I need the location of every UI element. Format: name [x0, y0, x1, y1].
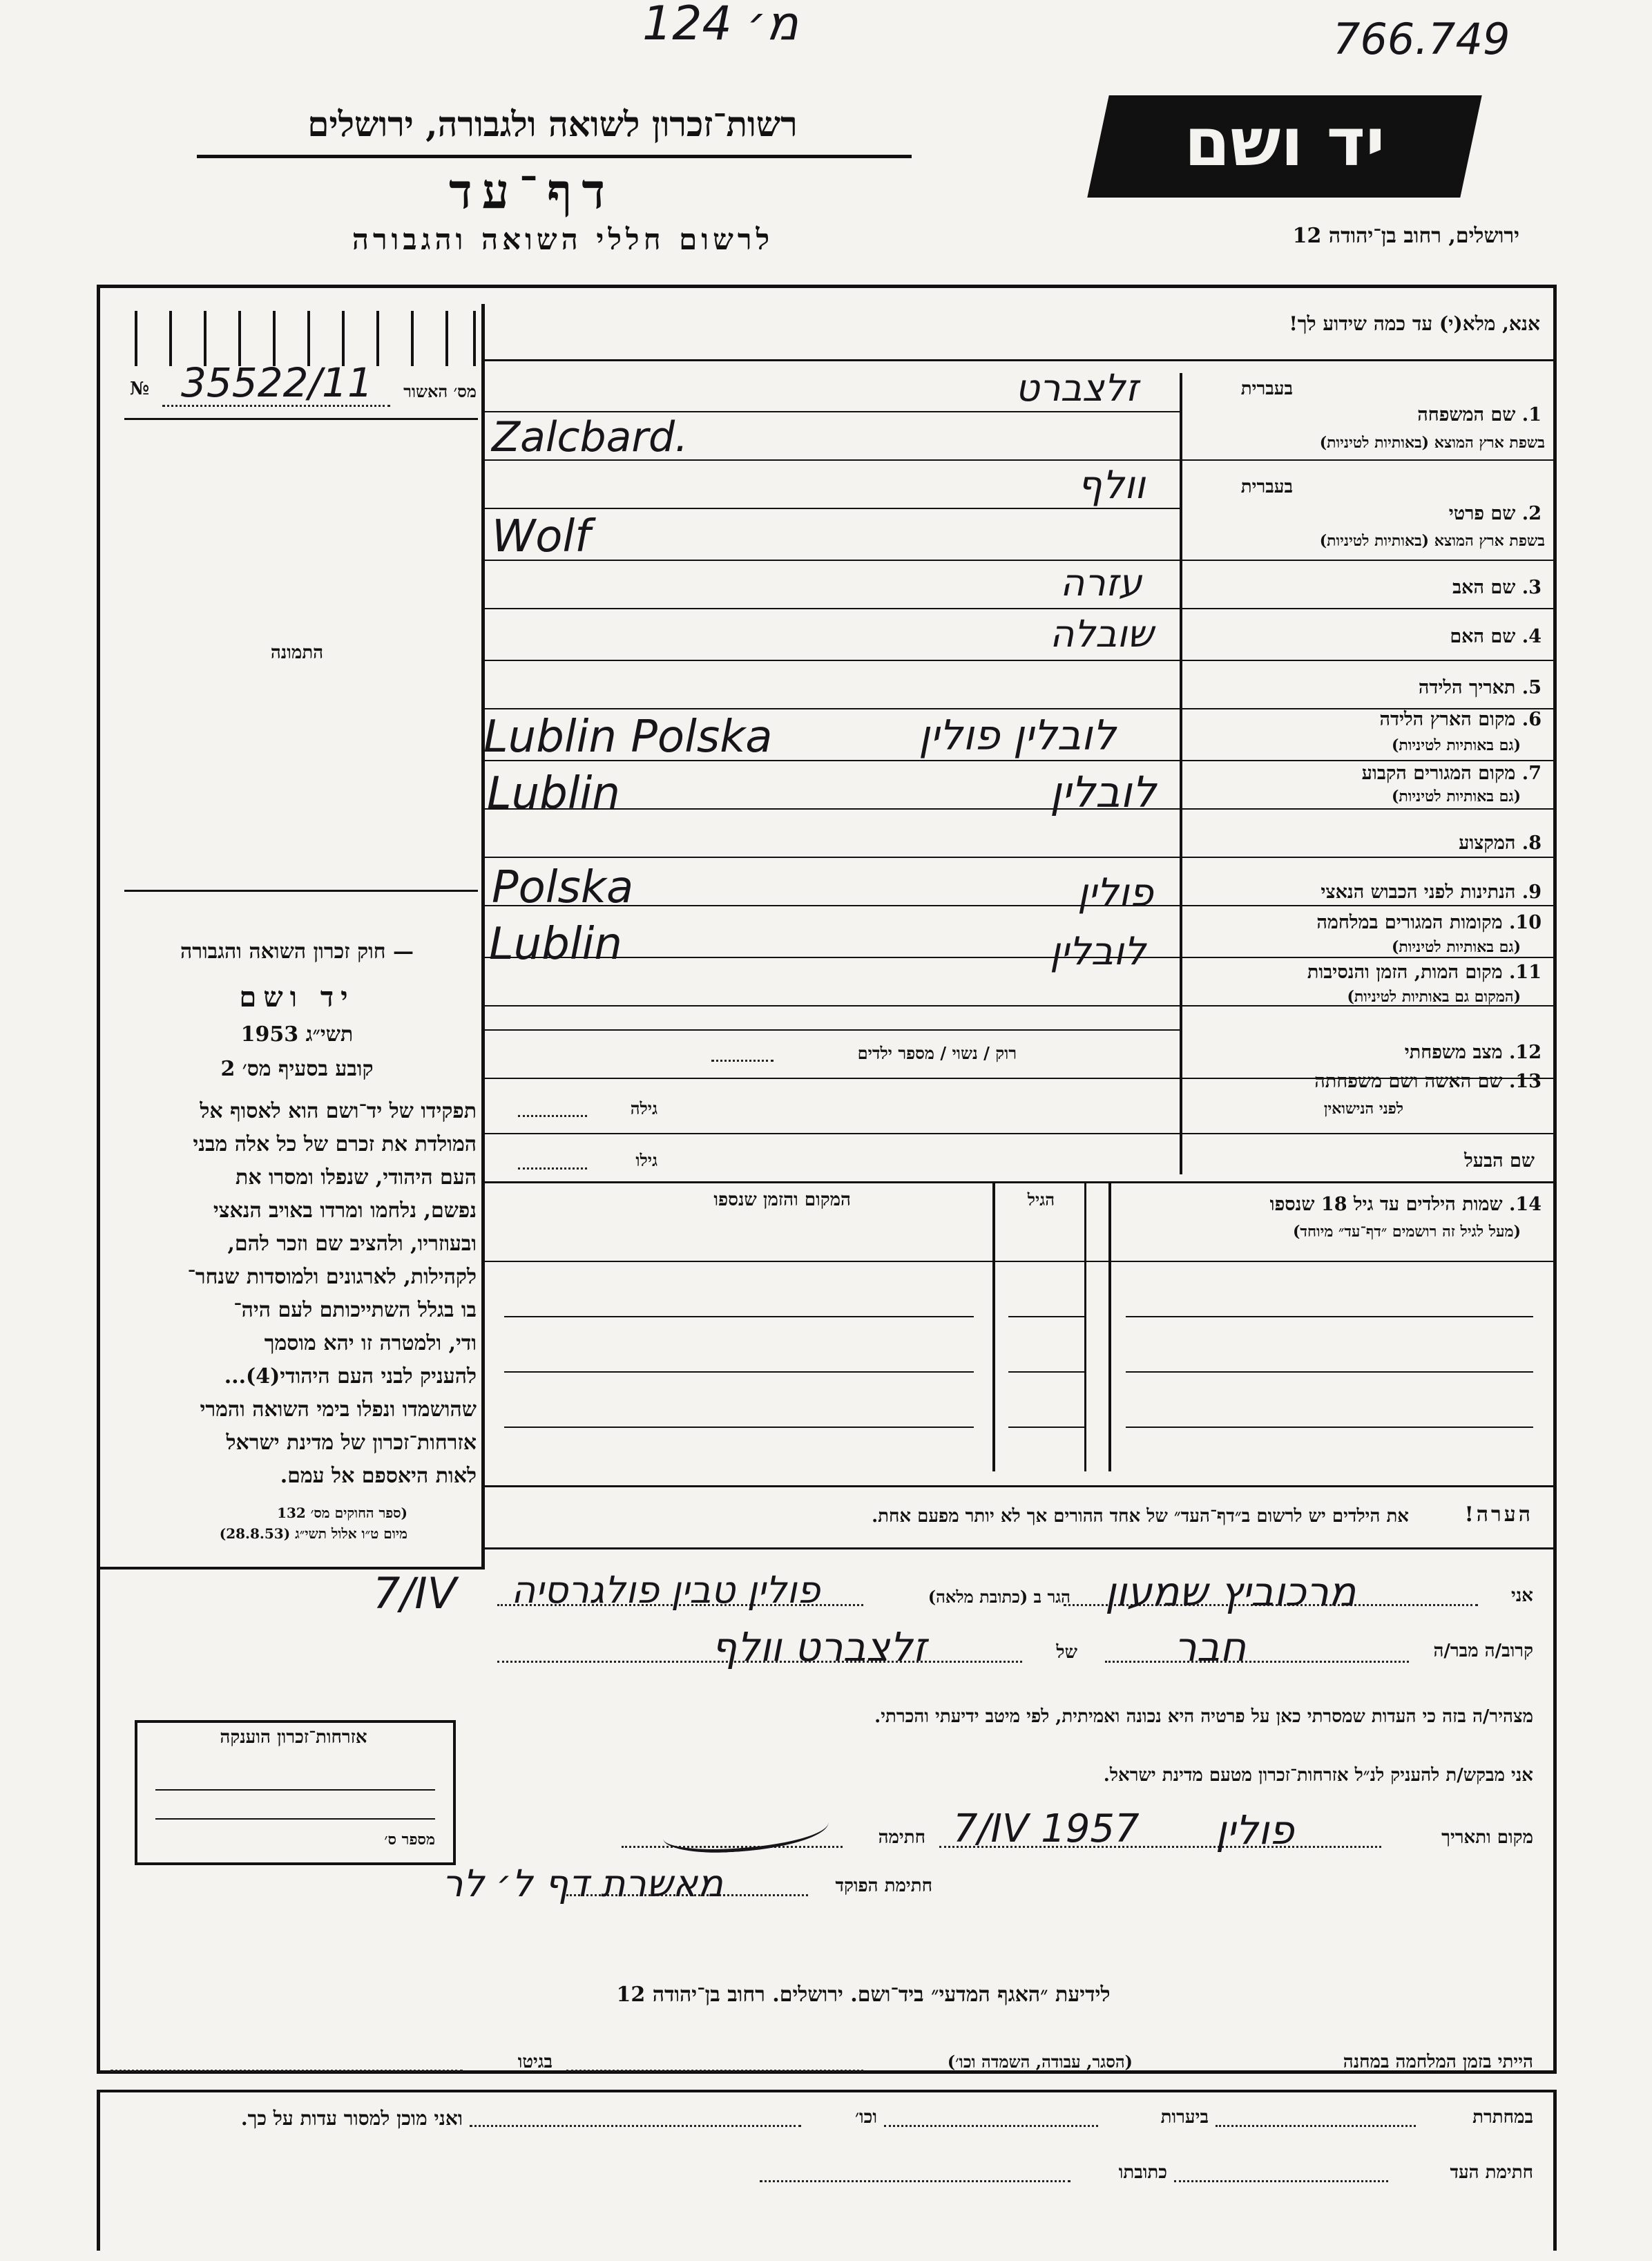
photo-label: התמונה	[270, 642, 324, 663]
col-age-header: הגיל	[1027, 1190, 1055, 1210]
hw-margin-note: 7/IV	[373, 1568, 457, 1619]
col-place-header: המקום והזמן שנספו	[713, 1190, 851, 1210]
bottom-l2-c: וכו׳	[854, 2107, 877, 2128]
place-date-label: מקום ותאריך	[1441, 1827, 1533, 1848]
law-line: ובעוזריו, ולהציב שם וזכר להם,	[227, 1232, 477, 1256]
children-col-divider-3	[1084, 1181, 1086, 1471]
bottom-l2-d: ואני מוכן למסור עדות על כך.	[240, 2107, 463, 2130]
f13-label: 13. שם האשה ושם משפחתה	[1314, 1071, 1541, 1092]
law-footnote-2: מיום ט״ו אלול תשי״ג (28.8.53)	[219, 1525, 407, 1542]
bottom-l1-c: בגיטו	[517, 2052, 553, 2072]
f6-sublabel: (גם באותיות לטיניות)	[1391, 736, 1521, 754]
decl-relation-label: קרוב/ה מבר/ה	[1433, 1641, 1533, 1661]
husband-age-dots	[518, 1167, 587, 1170]
law-paragraph	[98, 1095, 477, 1493]
decl-lead: אני	[1511, 1585, 1533, 1606]
row-line	[485, 1133, 1180, 1134]
bottom-l1-dots-2	[111, 2070, 463, 2072]
intro-divider	[485, 359, 1554, 361]
f2-label: 2. שם פרטי	[1448, 503, 1541, 524]
f1-hebrew-tag: בעברית	[1240, 379, 1293, 399]
f8-label: 8. המקצוע	[1459, 832, 1541, 854]
photo-divider	[124, 890, 478, 892]
label-line	[1182, 459, 1554, 461]
law-line: לקהילות, לארגונים ולמוסדות שנחר־	[187, 1265, 477, 1289]
labels-divider	[1180, 373, 1182, 1174]
hw-birthplace-hebrew: לובלין פולין	[919, 712, 1116, 760]
child-row-2	[1126, 1371, 1533, 1373]
law-line: להעניק לבני העם היהודי(4)...	[224, 1364, 477, 1389]
left-column-divider	[481, 304, 485, 1568]
label-line	[1182, 905, 1554, 906]
law-section: קובע בסעיף מס׳ 2	[220, 1057, 374, 1081]
marital-options: רוק / נשוי / מספר ילדים	[857, 1043, 1017, 1063]
hw-relation: חבר	[1174, 1623, 1247, 1670]
law-yad-vashem: יד ושם	[239, 981, 355, 1013]
law-footnote-1: (ספר החוקים מס׳ 132	[277, 1505, 407, 1521]
hw-residence-latin: Lublin	[487, 768, 620, 819]
f9-label: 9. הנתינות לפני הכבוש הנאצי	[1320, 881, 1541, 903]
decl-relation-dots	[1105, 1661, 1409, 1663]
f2-hebrew-tag: בעברית	[1240, 477, 1293, 497]
law-title: — חוק זכרון השואה והגבורה	[180, 939, 414, 964]
hw-birthplace-latin: Lublin Polska	[483, 712, 773, 763]
hw-witness-address: פולין טבין פולגרסיה	[511, 1568, 820, 1612]
f2-sublabel: בשפת ארץ המוצא (באותיות לטיניות)	[1319, 532, 1545, 550]
label-line	[1182, 957, 1554, 958]
hw-surname-hebrew: זלצברט	[1015, 366, 1139, 410]
decl-of-label: של	[1056, 1642, 1077, 1663]
stamp-title: אזרחות־זכרון הוענקה	[220, 1727, 367, 1748]
hw-place: פולין	[1216, 1806, 1294, 1853]
f13-sublabel: לפני הנישואין	[1323, 1100, 1403, 1118]
label-line	[1182, 608, 1554, 609]
f7-label: 7. מקום המגורים הקבוע	[1361, 763, 1541, 784]
decl-address-label: הגר ב (כתובת מלאה)	[928, 1587, 1070, 1607]
child-row-3	[1008, 1427, 1084, 1428]
bottom-l3-dots-2	[760, 2180, 1070, 2182]
row-line	[485, 1078, 1180, 1079]
hw-residence-hebrew: לובלין	[1050, 767, 1156, 817]
child-row-2	[504, 1371, 974, 1373]
wife-age-dots	[518, 1115, 587, 1117]
f11-label: 11. מקום המות, הזמן והנסיבות	[1307, 962, 1541, 983]
f5-label: 5. תאריך הלידה	[1418, 677, 1541, 698]
bottom-l2-dots-2	[884, 2125, 1098, 2127]
form-intro: אנא, מלא(י) עד כמה שידוע לך!	[1289, 312, 1540, 335]
hw-firstname-latin: Wolf	[492, 511, 590, 562]
f4-label: 4. שם האם	[1450, 626, 1541, 647]
label-line	[1182, 857, 1554, 858]
bottom-l1-b: (הסגר, עבודה, השמדה וכו׳)	[947, 2052, 1133, 2072]
law-line: אזרחות־זכרון של מדינת ישראל	[226, 1431, 477, 1455]
bottom-l2-b: ביערות	[1160, 2107, 1209, 2128]
wife-age-label: גילה	[630, 1098, 657, 1118]
row-line	[485, 857, 1180, 858]
note-label: הערה!	[1464, 1502, 1533, 1527]
f14-sublabel: (מעל לגיל זה רושמים ״דף־עד״ מיוחד)	[1292, 1223, 1521, 1241]
signature-label: חתימה	[878, 1827, 925, 1848]
label-line	[1182, 1133, 1554, 1134]
f1-sublabel: בשפת ארץ המוצא (באותיות לטיניות)	[1319, 434, 1545, 452]
row-line	[485, 508, 1180, 509]
hw-father-name: עזרה	[1060, 561, 1142, 604]
child-row-3	[1126, 1427, 1533, 1428]
stamp-line-2	[155, 1818, 435, 1820]
husband-age-label: גילו	[635, 1150, 657, 1170]
bottom-l1-a: הייתי בזמן המלחמה במחנה	[1343, 2052, 1533, 2072]
hw-surname-latin: Zalcbard.	[492, 413, 689, 461]
page-title: דף־עד	[448, 162, 615, 220]
bottom-l2-a: במחתרת	[1472, 2107, 1533, 2128]
children-top-line	[485, 1181, 1554, 1183]
f11-sublabel: (המקום גם באותיות לטיניות)	[1347, 988, 1521, 1006]
bottom-title: לידיעת ״האגף המדעי״ ביד־ושם. ירושלים. רחוב בן־יהודה 12	[616, 1983, 1111, 2007]
org-line: רשות־זכרון לשואה ולגבורה, ירושלים	[307, 104, 798, 144]
hw-witness-name: מרכוביץ שמעון	[1105, 1568, 1356, 1615]
child-row-3	[504, 1427, 974, 1428]
label-line	[1182, 760, 1554, 761]
f6-label: 6. מקום הארץ הלידה	[1379, 709, 1541, 730]
child-row-1	[1008, 1316, 1084, 1317]
stamp-number-label: מספר ס׳	[384, 1831, 435, 1849]
law-line: ודי, ולמטרה זו יהא מוסמך	[264, 1331, 477, 1355]
note-text: את הילדים יש לרשום ב״דף־העד״ של אחד ההורים אך לא יותר מפעם אחת.	[872, 1506, 1409, 1527]
label-line	[1182, 660, 1554, 661]
hw-nationality-hebrew: פולין	[1077, 870, 1153, 915]
law-year: תשי״ג 1953	[240, 1022, 354, 1047]
hw-reference-number: 766.749	[1333, 14, 1510, 64]
row-line	[485, 708, 1180, 709]
decl-statement: מצהיר/ה בזה כי העדות שמסרתי כאן על פרטיה היא נכונה ואמיתית, לפי מיטב ידיעתי והכרתי.	[874, 1706, 1533, 1727]
husband-label: שם הבעל	[1464, 1150, 1535, 1172]
f14-label: 14. שמות הילדים עד גיל 18 שנספו	[1269, 1194, 1541, 1215]
approval-divider	[124, 418, 478, 420]
note-bottom-line	[485, 1547, 1554, 1549]
bottom-l3-a: חתימת העד	[1450, 2162, 1533, 2183]
row-line	[485, 660, 1180, 661]
law-line: שהושמדו ונפלו בימי השואה והמרי	[200, 1397, 477, 1422]
children-bottom-line	[485, 1485, 1554, 1487]
hw-mother-name: שובלה	[1050, 612, 1154, 656]
child-row-1	[504, 1316, 974, 1317]
row-line	[485, 411, 1180, 412]
logo-text: יד ושם	[1184, 104, 1385, 181]
row-line	[485, 608, 1180, 609]
f3-label: 3. שם האב	[1452, 577, 1541, 598]
bottom-l3-dots-1	[1174, 2180, 1388, 2182]
bottom-l1-dots-1	[566, 2070, 863, 2072]
hw-official-signature: מאשרת דף ל׳ לר	[442, 1862, 723, 1905]
row-line	[485, 1029, 1180, 1031]
hw-wartime-residence-latin: Lublin	[489, 919, 622, 970]
hw-page-number: מ׳ 124	[642, 0, 798, 51]
approval-no-prefix: №	[130, 379, 150, 399]
hw-firstname-hebrew: וולף	[1077, 463, 1146, 508]
hw-date: 7/IV 1957	[953, 1806, 1140, 1851]
law-line: המולדת את זכרם של כל אלה מבני	[193, 1132, 477, 1156]
f12-label: 12. מצב משפחתי	[1404, 1042, 1541, 1063]
header-address: ירושלים, רחוב בן־יהודה 12	[1292, 224, 1519, 248]
page-subtitle: לרשום חללי השואה והגבורה	[352, 222, 774, 256]
children-col-divider-2	[992, 1181, 995, 1471]
law-line: נפשם, נלחמו ומרדו באויב הנאצי	[213, 1199, 477, 1223]
marital-dots	[711, 1060, 774, 1062]
f10-sublabel: (גם באותיות לטיניות)	[1391, 938, 1521, 956]
children-col-divider-1	[1108, 1181, 1111, 1471]
f7-sublabel: (גם באותיות לטיניות)	[1391, 788, 1521, 805]
label-line	[1182, 808, 1554, 810]
bottom-l2-dots-1	[1216, 2125, 1416, 2127]
hw-victim-name: זלצברט וולף	[711, 1623, 927, 1670]
hw-wartime-residence-hebrew: לובלין	[1050, 929, 1146, 974]
approval-label: מס׳ האשור	[403, 381, 477, 401]
law-line: העם היהודי, שנפלו ומסרו את	[235, 1165, 477, 1190]
child-row-1	[1126, 1316, 1533, 1317]
f1-label: 1. שם המשפחה	[1417, 404, 1541, 426]
bottom-l3-b: כתובתו	[1118, 2162, 1167, 2183]
f10-label: 10. מקומות המגורים במלחמה	[1316, 912, 1541, 933]
hw-approval-number: 35522/11	[181, 359, 373, 406]
decl-request: אני מבקש/ת להעניק לנ״ל אזרחות־זכרון מטעם מדינת ישראל.	[1103, 1765, 1533, 1786]
hw-nationality-latin: Polska	[492, 862, 634, 913]
stamp-line-1	[155, 1789, 435, 1791]
org-underline	[197, 155, 912, 158]
children-header-line	[485, 1261, 1554, 1262]
law-line: לאות היאספם אל עמם.	[280, 1464, 477, 1488]
row-line	[485, 1005, 1180, 1007]
bottom-l2-dots-3	[470, 2125, 801, 2127]
law-line: בו בגלל השתייכותם לעם היה־	[233, 1298, 477, 1322]
official-signature-label: חתימת הפוקד	[835, 1876, 932, 1896]
law-line: תפקידו של יד־ושם הוא לאסוף אל	[200, 1099, 477, 1123]
child-row-2	[1008, 1371, 1084, 1373]
label-line	[1182, 560, 1554, 561]
